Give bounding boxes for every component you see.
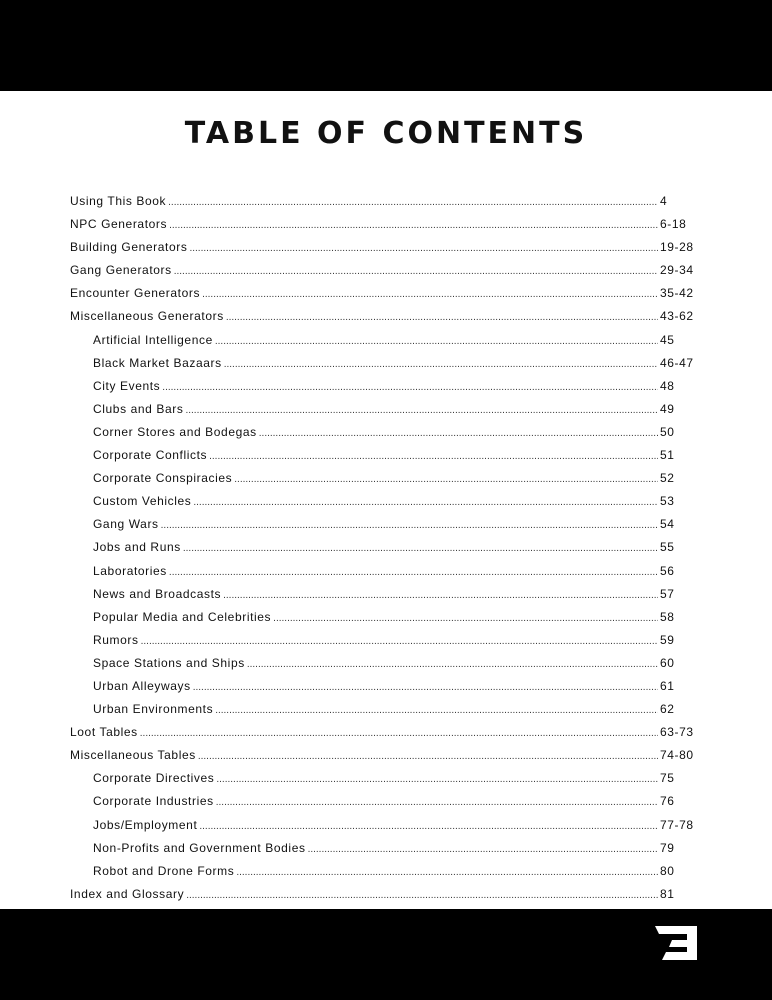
dot-leader bbox=[215, 699, 658, 722]
toc-entry-label: Non-Profits and Government Bodies bbox=[93, 840, 306, 855]
toc-entry-label: Rumors bbox=[93, 632, 139, 647]
toc-entry[interactable] bbox=[70, 606, 698, 629]
toc-entry[interactable] bbox=[70, 421, 698, 444]
dot-leader bbox=[169, 214, 658, 237]
dot-leader bbox=[224, 353, 658, 376]
dot-leader bbox=[236, 861, 658, 884]
toc-entry-label: Artificial Intelligence bbox=[93, 332, 213, 347]
toc-entry-page-number: 60 bbox=[660, 655, 675, 670]
toc-entry-page-number: 61 bbox=[660, 678, 675, 693]
page-title: TABLE OF CONTENTS bbox=[184, 116, 588, 151]
toc-entry-label: Miscellaneous Tables bbox=[70, 748, 196, 763]
dot-leader bbox=[259, 422, 658, 445]
toc-entry-label: Corporate Industries bbox=[93, 794, 214, 809]
toc-entry-label: Custom Vehicles bbox=[93, 494, 192, 509]
toc-entry[interactable] bbox=[70, 352, 698, 375]
toc-entry-label: Space Stations and Ships bbox=[93, 655, 245, 670]
dot-leader bbox=[141, 630, 658, 653]
toc-entry-label: Jobs and Runs bbox=[93, 540, 181, 555]
dot-leader bbox=[186, 884, 658, 907]
toc-entry-label: Urban Environments bbox=[93, 702, 214, 717]
toc-entry[interactable] bbox=[70, 513, 698, 536]
toc-entry-page-number: 79 bbox=[660, 840, 675, 855]
dot-leader bbox=[308, 838, 658, 861]
publisher-logo-icon bbox=[653, 925, 699, 961]
toc-entry[interactable] bbox=[70, 583, 698, 606]
toc-entry[interactable] bbox=[70, 721, 698, 744]
toc-entry-label: Loot Tables bbox=[70, 725, 138, 740]
toc-entry[interactable] bbox=[70, 375, 698, 398]
toc-entry-label: Urban Alleyways bbox=[93, 678, 191, 693]
toc-entry[interactable] bbox=[70, 860, 698, 883]
toc-entry-label: Using This Book bbox=[70, 194, 167, 208]
toc-entry-page-number: 81 bbox=[660, 886, 675, 901]
toc-entry-label: Popular Media and Celebrities bbox=[93, 609, 272, 624]
toc-entry-label: News and Broadcasts bbox=[93, 586, 222, 601]
toc-entry[interactable] bbox=[70, 282, 698, 305]
toc-entry-page-number: 62 bbox=[660, 702, 675, 717]
toc-entry-page-number: 52 bbox=[660, 471, 675, 486]
toc-entry-label: Laboratories bbox=[93, 563, 167, 578]
toc-entry[interactable] bbox=[70, 652, 698, 675]
toc-entry-page-number: 56 bbox=[660, 563, 675, 578]
toc-entry-page-number: 35-42 bbox=[660, 286, 694, 301]
toc-entry[interactable] bbox=[70, 236, 698, 259]
toc-entry[interactable] bbox=[70, 698, 698, 721]
toc-entry[interactable] bbox=[70, 259, 698, 282]
toc-entry-label: City Events bbox=[93, 378, 161, 393]
toc-entry[interactable] bbox=[70, 883, 698, 906]
toc-entry-label: Robot and Drone Forms bbox=[93, 863, 235, 878]
toc-entry-page-number: 49 bbox=[660, 401, 675, 416]
toc-entry-label: NPC Generators bbox=[70, 217, 168, 232]
toc-entry[interactable] bbox=[70, 490, 698, 513]
dot-leader bbox=[226, 306, 658, 329]
toc-entry-label: Corporate Conspiracies bbox=[93, 471, 233, 486]
dot-leader bbox=[216, 768, 658, 791]
toc-entry-page-number: 59 bbox=[660, 632, 675, 647]
toc-entry-page-number: 46-47 bbox=[660, 355, 694, 370]
toc-entry[interactable] bbox=[70, 837, 698, 860]
toc-entry-page-number: 48 bbox=[660, 378, 675, 393]
table-of-contents bbox=[70, 190, 698, 906]
dot-leader bbox=[234, 468, 658, 491]
dot-leader bbox=[223, 584, 658, 607]
toc-entry-label: Corporate Directives bbox=[93, 771, 215, 786]
dot-leader bbox=[169, 561, 658, 584]
toc-entry[interactable] bbox=[70, 398, 698, 421]
toc-entry-page-number: 51 bbox=[660, 448, 675, 463]
toc-entry-label: Gang Wars bbox=[93, 517, 159, 532]
toc-entry-label: Index and Glossary bbox=[70, 886, 185, 901]
toc-entry-page-number: 55 bbox=[660, 540, 675, 555]
toc-entry-page-number: 58 bbox=[660, 609, 675, 624]
toc-entry[interactable] bbox=[70, 560, 698, 583]
dot-leader bbox=[162, 376, 658, 399]
toc-entry[interactable] bbox=[70, 190, 698, 213]
dot-leader bbox=[183, 537, 658, 560]
toc-entry-page-number: 45 bbox=[660, 332, 675, 347]
toc-entry[interactable] bbox=[70, 329, 698, 352]
toc-entry-page-number: 63-73 bbox=[660, 725, 694, 740]
toc-entry-page-number: 43-62 bbox=[660, 309, 694, 324]
toc-entry-label: Clubs and Bars bbox=[93, 401, 184, 416]
toc-entry-page-number: 80 bbox=[660, 863, 675, 878]
toc-entry[interactable] bbox=[70, 744, 698, 767]
toc-entry-page-number: 50 bbox=[660, 424, 675, 439]
toc-entry[interactable] bbox=[70, 790, 698, 813]
toc-entry-page-number: 4 bbox=[660, 194, 668, 208]
toc-entry-page-number: 53 bbox=[660, 494, 675, 509]
toc-entry-label: Black Market Bazaars bbox=[93, 355, 222, 370]
toc-entry-label: Jobs/Employment bbox=[93, 817, 198, 832]
toc-entry-page-number: 57 bbox=[660, 586, 675, 601]
dot-leader bbox=[198, 745, 658, 768]
dot-leader bbox=[193, 676, 658, 699]
toc-entry[interactable] bbox=[70, 213, 698, 236]
toc-entry[interactable] bbox=[70, 767, 698, 790]
toc-entry-label: Miscellaneous Generators bbox=[70, 309, 224, 324]
dot-leader bbox=[215, 330, 658, 353]
dot-leader bbox=[185, 399, 658, 422]
toc-entry[interactable] bbox=[70, 536, 698, 559]
toc-entry[interactable] bbox=[70, 444, 698, 467]
toc-entry-page-number: 29-34 bbox=[660, 263, 694, 278]
toc-entry[interactable] bbox=[70, 305, 698, 328]
toc-entry-page-number: 6-18 bbox=[660, 217, 687, 232]
top-black-bar bbox=[0, 0, 772, 91]
dot-leader bbox=[209, 445, 658, 468]
dot-leader bbox=[168, 191, 658, 214]
dot-leader bbox=[202, 283, 658, 306]
toc-entry-label: Building Generators bbox=[70, 240, 188, 255]
toc-entry-page-number: 19-28 bbox=[660, 240, 694, 255]
toc-entry-page-number: 54 bbox=[660, 517, 675, 532]
dot-leader bbox=[199, 815, 658, 838]
toc-entry[interactable] bbox=[70, 467, 698, 490]
dot-leader bbox=[193, 491, 658, 514]
dot-leader bbox=[161, 514, 658, 537]
toc-entry-label: Corporate Conflicts bbox=[93, 448, 208, 463]
toc-entry-label: Gang Generators bbox=[70, 263, 172, 278]
toc-entry[interactable] bbox=[70, 629, 698, 652]
toc-entry-page-number: 75 bbox=[660, 771, 675, 786]
dot-leader bbox=[189, 237, 658, 260]
toc-entry-label: Corner Stores and Bodegas bbox=[93, 424, 257, 439]
toc-entry[interactable] bbox=[70, 675, 698, 698]
toc-entry[interactable] bbox=[70, 814, 698, 837]
dot-leader bbox=[140, 722, 658, 745]
dot-leader bbox=[216, 791, 658, 814]
dot-leader bbox=[174, 260, 658, 283]
toc-entry-page-number: 76 bbox=[660, 794, 675, 809]
dot-leader bbox=[247, 653, 658, 676]
toc-entry-page-number: 77-78 bbox=[660, 817, 694, 832]
toc-entry-page-number: 74-80 bbox=[660, 748, 694, 763]
dot-leader bbox=[273, 607, 658, 630]
toc-entry-label: Encounter Generators bbox=[70, 286, 201, 301]
